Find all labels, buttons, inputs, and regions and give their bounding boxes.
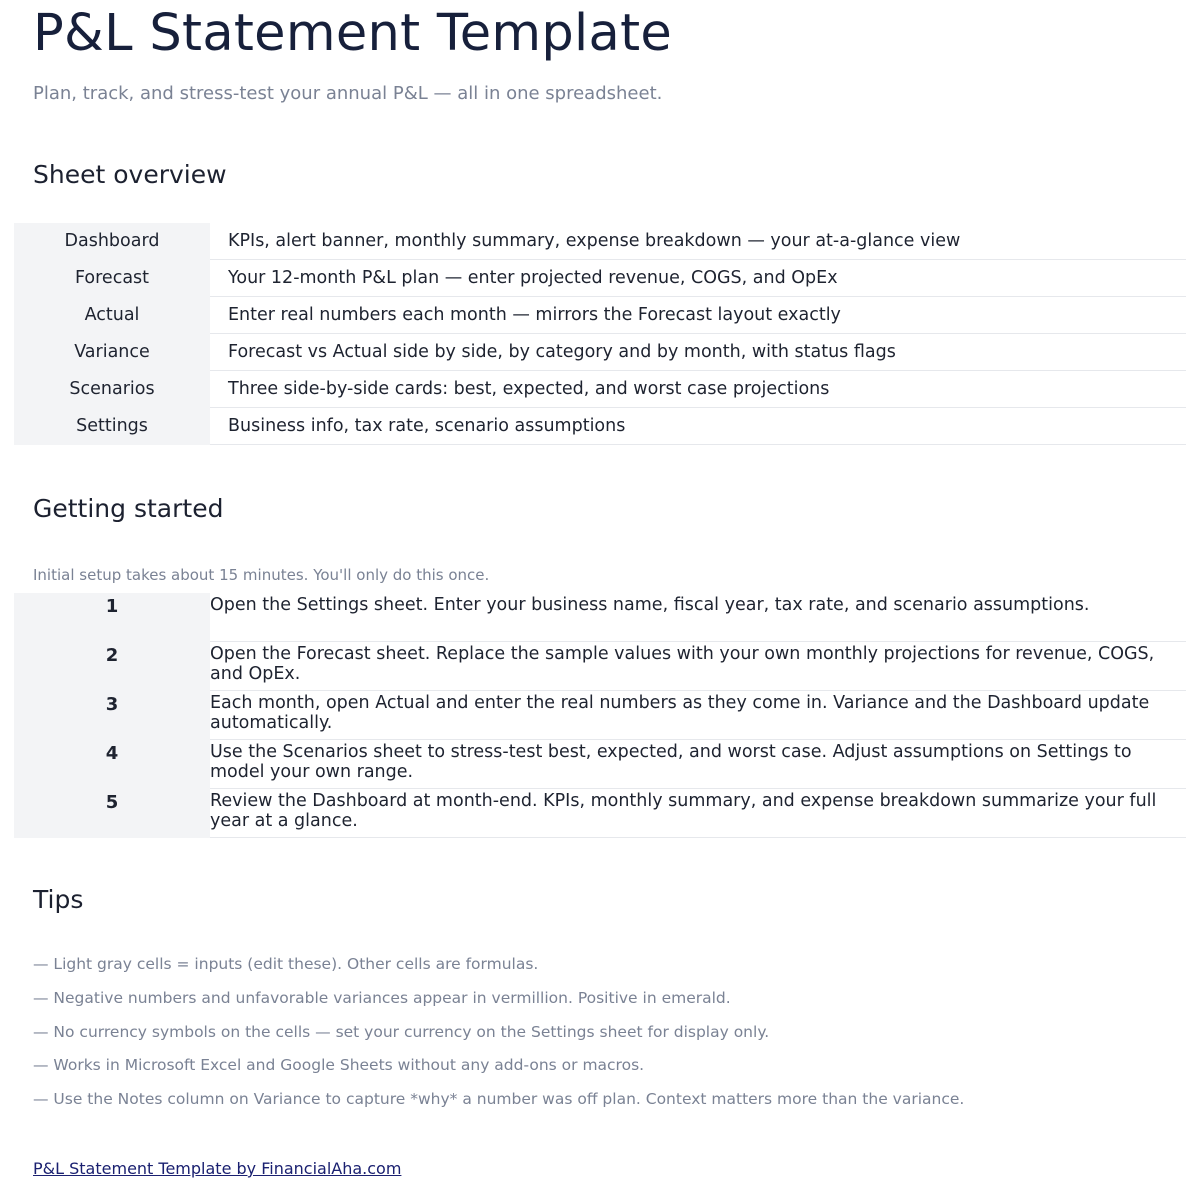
step-row — [14, 691, 1186, 740]
step-number: 4 — [14, 740, 210, 789]
tip-item: — Use the Notes column on Variance to capture *why* a number was off plan. Context matters more than the variance. — [33, 1090, 965, 1108]
overview-row — [14, 223, 1186, 260]
overview-row — [14, 260, 1186, 297]
tips-list — [33, 953, 964, 1122]
sheet-description-cell: KPIs, alert banner, monthly summary, expense breakdown — your at-a-glance view — [210, 223, 1186, 260]
step-text: Open the Settings sheet. Enter your business name, fiscal year, tax rate, and scenario assumptions. — [210, 593, 1186, 642]
step-row — [14, 740, 1186, 789]
sheet-description-cell: Business info, tax rate, scenario assumptions — [210, 408, 1186, 445]
step-text: Review the Dashboard at month-end. KPIs, monthly summary, and expense breakdown summarize your full year at a glance. — [210, 789, 1186, 838]
sheet-description-cell: Enter real numbers each month — mirrors the Forecast layout exactly — [210, 297, 1186, 334]
section-heading-tips: Tips — [33, 885, 84, 914]
step-number: 5 — [14, 789, 210, 838]
section-heading-sheet-overview: Sheet overview — [33, 160, 227, 189]
step-row — [14, 789, 1186, 838]
sheet-name-cell: Actual — [14, 297, 210, 334]
sheet-name-cell: Scenarios — [14, 371, 210, 408]
overview-row — [14, 334, 1186, 371]
sheet-name-cell: Variance — [14, 334, 210, 371]
sheet-overview-table — [14, 223, 1186, 445]
overview-row — [14, 371, 1186, 408]
step-row — [14, 593, 1186, 642]
page-title: P&L Statement Template — [33, 4, 673, 63]
sheet-description-cell: Your 12-month P&L plan — enter projected revenue, COGS, and OpEx — [210, 260, 1186, 297]
sheet-description-cell: Forecast vs Actual side by side, by category and by month, with status flags — [210, 334, 1186, 371]
step-number: 2 — [14, 642, 210, 691]
step-row — [14, 642, 1186, 691]
setup-note: Initial setup takes about 15 minutes. You'll only do this once. — [33, 566, 490, 584]
step-number: 1 — [14, 593, 210, 642]
footer-credit-link[interactable]: P&L Statement Template by FinancialAha.com — [33, 1159, 402, 1178]
sheet-name-cell: Forecast — [14, 260, 210, 297]
overview-row — [14, 408, 1186, 445]
tip-item: — No currency symbols on the cells — set your currency on the Settings sheet for display only. — [33, 1022, 770, 1041]
getting-started-steps-table — [14, 593, 1186, 838]
tip-item: — Light gray cells = inputs (edit these). Other cells are formulas. — [33, 955, 539, 973]
tip-item: — Negative numbers and unfavorable variances appear in vermillion. Positive in emerald. — [33, 988, 731, 1007]
overview-row — [14, 297, 1186, 334]
step-text: Each month, open Actual and enter the real numbers as they come in. Variance and the Dashboard update automatically. — [210, 691, 1186, 740]
step-text: Open the Forecast sheet. Replace the sample values with your own monthly projections for revenue, COGS, and OpEx. — [210, 642, 1186, 691]
sheet-description-cell: Three side-by-side cards: best, expected, and worst case projections — [210, 371, 1186, 408]
step-text: Use the Scenarios sheet to stress-test best, expected, and worst case. Adjust assumptions on Settings to model your own range. — [210, 740, 1186, 789]
page-subtitle: Plan, track, and stress-test your annual P&L — all in one spreadsheet. — [33, 83, 663, 104]
step-number: 3 — [14, 691, 210, 740]
section-heading-getting-started: Getting started — [33, 494, 224, 523]
sheet-name-cell: Settings — [14, 408, 210, 445]
tip-item: — Works in Microsoft Excel and Google Sheets without any add-ons or macros. — [33, 1056, 645, 1075]
sheet-name-cell: Dashboard — [14, 223, 210, 260]
